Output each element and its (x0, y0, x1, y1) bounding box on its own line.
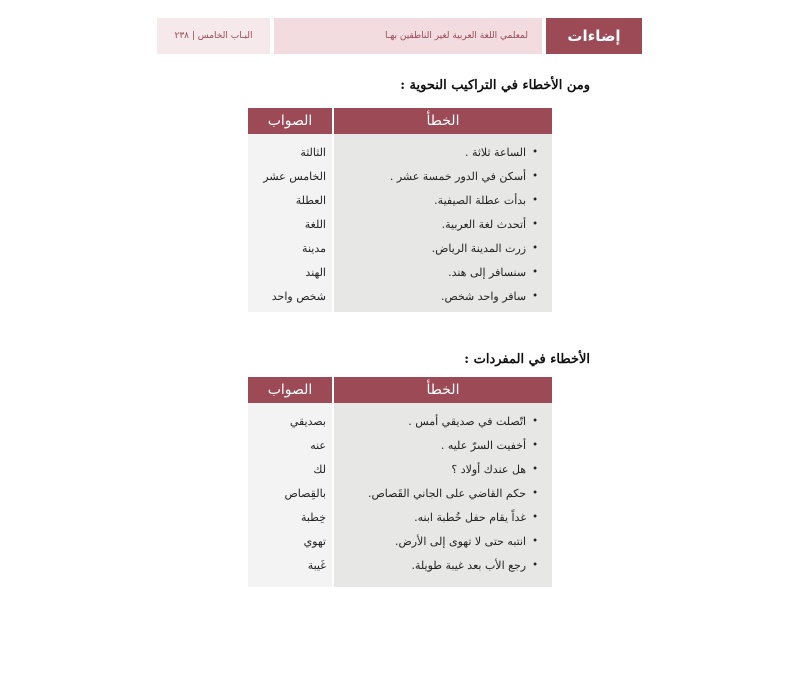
header-brand: إضاءات (546, 18, 642, 54)
error-cell (334, 481, 552, 505)
bullet-icon: • (532, 194, 538, 206)
error-text: زرت المدينة الرياض. (431, 241, 527, 255)
correct-cell: مدينة (302, 241, 326, 255)
correct-cell: بالقِصاص (284, 486, 326, 500)
error-text: رجع الأب بعد غيبة طويلة. (411, 558, 527, 572)
column-header-correct: الصواب (248, 377, 332, 403)
error-cell (334, 260, 552, 284)
error-cell (334, 409, 552, 433)
bullet-icon: • (532, 511, 538, 523)
correct-column (248, 134, 332, 312)
table-header (248, 377, 552, 403)
correct-cell: لك (313, 462, 326, 476)
correct-cell: الهند (305, 265, 326, 279)
table-grammar (248, 108, 552, 312)
correct-cell: عنه (310, 438, 326, 452)
bullet-icon: • (532, 266, 538, 278)
error-column (334, 403, 552, 587)
error-text: أخفيت السرّ عليه . (440, 438, 527, 452)
error-text: انتبه حتى لا تهوى إلى الأرض. (394, 534, 527, 548)
error-text: أتحدث لغة العربية. (441, 217, 527, 231)
error-text: سافر واحد شخص. (440, 289, 527, 303)
correct-cell: بصديقي (289, 414, 326, 428)
correct-cell: العطلة (295, 193, 326, 207)
error-cell (334, 212, 552, 236)
error-column (334, 134, 552, 312)
correct-cell: خِطبة (300, 510, 326, 524)
correct-cell: الثالثة (300, 145, 326, 159)
section-title-vocabulary: الأخطاء في المفردات : (464, 352, 590, 367)
correct-cell: تهوي (303, 534, 326, 548)
error-text: غداً يقام حفل خُطبة ابنه. (414, 510, 527, 524)
error-cell (334, 433, 552, 457)
bullet-icon: • (532, 242, 538, 254)
error-cell (334, 529, 552, 553)
error-text: اتّصلت في صديقي أمس . (408, 414, 527, 428)
correct-cell: الخامس عشر (263, 169, 326, 183)
error-cell (334, 164, 552, 188)
error-cell (334, 457, 552, 481)
error-text: سنسافر إلى هند. (448, 265, 527, 279)
table-body (248, 134, 552, 312)
table-body (248, 403, 552, 587)
correct-cell: اللغة (304, 217, 326, 231)
bullet-icon: • (532, 535, 538, 547)
correct-column (248, 403, 332, 587)
table-header (248, 108, 552, 134)
bullet-icon: • (532, 290, 538, 302)
error-cell (334, 188, 552, 212)
column-header-error: الخطأ (334, 377, 552, 403)
error-cell (334, 284, 552, 308)
error-cell (334, 140, 552, 164)
page-header (157, 18, 642, 54)
correct-cell: غَيبة (307, 558, 326, 572)
error-text: الساعة ثلاثة . (464, 145, 527, 159)
error-text: هل عندك أولاد ؟ (451, 462, 527, 476)
column-header-correct: الصواب (248, 108, 332, 134)
bullet-icon: • (532, 439, 538, 451)
header-subtitle: لمعلمي اللغة العربية لغير الناطقين بهـا (274, 18, 542, 54)
section-title-grammar: ومن الأخطاء في التراكيب النحوية : (400, 78, 590, 93)
bullet-icon: • (532, 218, 538, 230)
header-chapter: البـاب الخامس | ٢٣٨ (157, 18, 270, 54)
error-text: أسكن في الدور خمسة عشر . (389, 169, 527, 183)
error-text: بدأت عطلة الصيفية. (434, 193, 527, 207)
bullet-icon: • (532, 146, 538, 158)
bullet-icon: • (532, 487, 538, 499)
bullet-icon: • (532, 415, 538, 427)
bullet-icon: • (532, 559, 538, 571)
error-cell (334, 236, 552, 260)
bullet-icon: • (532, 170, 538, 182)
error-cell (334, 505, 552, 529)
column-header-error: الخطأ (334, 108, 552, 134)
error-cell (334, 553, 552, 577)
bullet-icon: • (532, 463, 538, 475)
table-vocabulary (248, 377, 552, 587)
error-text: حكم القاضي على الجاني القَصاص. (367, 486, 527, 500)
correct-cell: شخص واحد (271, 289, 326, 303)
